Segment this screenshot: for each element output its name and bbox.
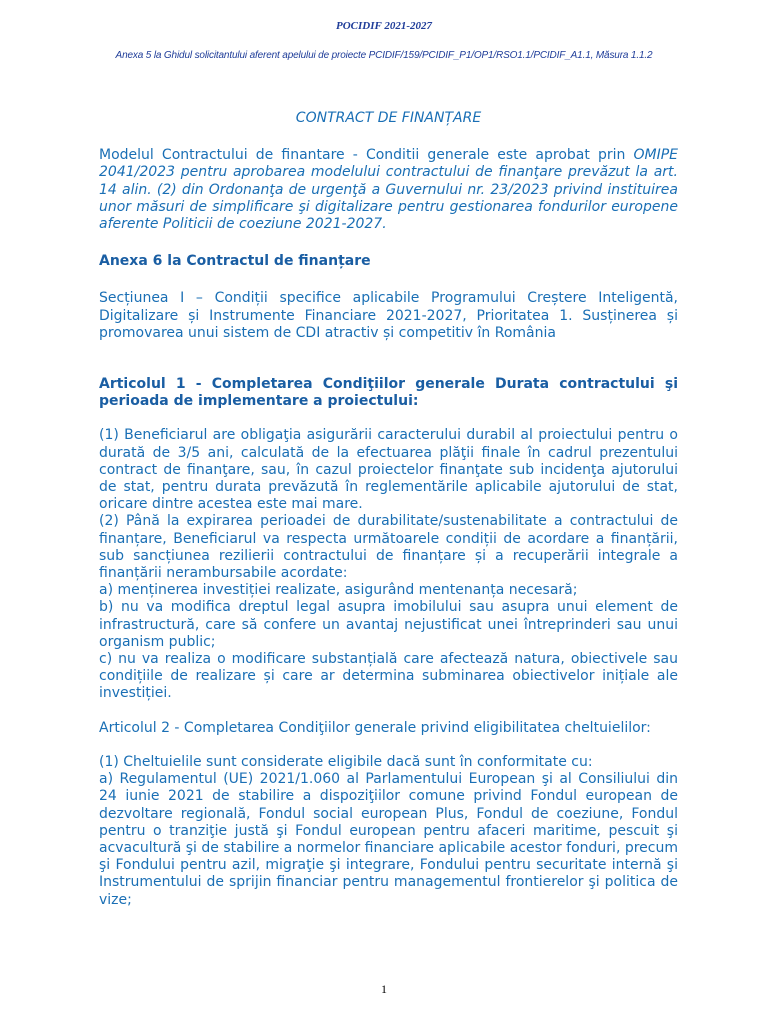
annex-heading: Anexa 6 la Contractul de finanțare <box>99 253 371 270</box>
intro-paragraph <box>99 147 678 233</box>
article1-paragraph-1: (1) Beneficiarul are obligaţia asigurării caracterului durabil al proiectului pentru o durată de 3/5 ani, calculată de la efectuarea plăţii finale în cadrul prezentului contract de finanţare, sau, în cazul proiectelor finanţate sub incidenţa ajutorului de stat, pentru durata prevăzută în reglementările aplicabile ajutorului de stat, oricare dintre acestea este mai mare. <box>99 427 678 513</box>
header-annex-subtitle: Anexa 5 la Ghidul solicitantului aferent apelului de proiecte PCIDIF/159/PCIDIF_P1/OP1/RSO1.1/PCIDIF_A1.1, Măsura 1.1.2 <box>115 50 653 61</box>
document-body <box>99 110 678 909</box>
article2-heading: Articolul 2 - Completarea Condiţiilor generale privind eligibilitatea cheltuielilor: <box>99 719 651 736</box>
header-program-title: POCIDIF 2021-2027 <box>335 20 433 32</box>
intro-lead: Modelul Contractului de finantare - Conditii generale este aprobat prin <box>99 147 634 164</box>
article1-paragraph-2: (2) Până la expirarea perioadei de durabilitate/sustenabilitate a contractului de finanțare, Beneficiarul va respecta următoarele condiții de acordare a finanțării, sub sancțiunea rezilierii contractului de finanțare și a recuperării integrale a finanțării nerambursabile acordate: <box>99 513 678 582</box>
article1-item-c: c) nu va realiza o modificare substanțială care afectează natura, obiectivele sau condițiile de realizare și care ar determina subminarea obiectivelor inițiale ale investiției. <box>99 651 678 702</box>
contract-title: CONTRACT DE FINANȚARE <box>295 110 482 126</box>
section-paragraph: Secțiunea I – Condiții specifice aplicabile Programului Creștere Inteligentă, Digitalizare și Instrumente Financiare 2021-2027, Prioritatea 1. Susținerea și promovarea unui sistem de CDI atractiv și competitiv în România <box>99 290 678 341</box>
article1-item-a: a) menținerea investiției realizate, asigurând mentenanța necesară; <box>99 582 578 599</box>
article2-paragraph-1: (1) Cheltuielile sunt considerate eligibile dacă sunt în conformitate cu: <box>99 753 593 770</box>
article1-heading: Articolul 1 - Completarea Condiţiilor generale Durata contractului şi perioada de implementare a proiectului: <box>99 376 678 410</box>
intro-italic: OMIPE 2041/2023 pentru aprobarea modelului contractului de finanţare prevăzut la art. 14 alin. (2) din Ordonanţa de urgenţă a Guvernului nr. 23/2023 privind instituirea unor măsuri de simplificare şi digitalizare pentru gestionarea fondurilor europene aferente Politicii de coeziune 2021-2027. <box>99 147 678 233</box>
article1-item-b: b) nu va modifica dreptul legal asupra imobilului sau asupra unui element de infrastructură, care să confere un avantaj nejustificat unei întreprinderi sau unui organism public; <box>99 599 678 650</box>
page-number: 1 <box>381 982 387 996</box>
article2-item-a: a) Regulamentul (UE) 2021/1.060 al Parlamentului European şi al Consiliului din 24 iunie 2021 de stabilire a dispoziţiilor comune privind Fondul european de dezvoltare regională, Fondul social european Plus, Fondul de coeziune, Fondul pentru o tranziţie justă şi Fondul european pentru afaceri maritime, pescuit şi acvacultură şi de stabilire a normelor financiare aplicabile acestor fonduri, precum şi Fondului pentru azil, migraţie şi integrare, Fondului pentru securitate internă şi Instrumentului de sprijin financiar pentru managementul frontierelor şi politica de vize; <box>99 771 678 908</box>
